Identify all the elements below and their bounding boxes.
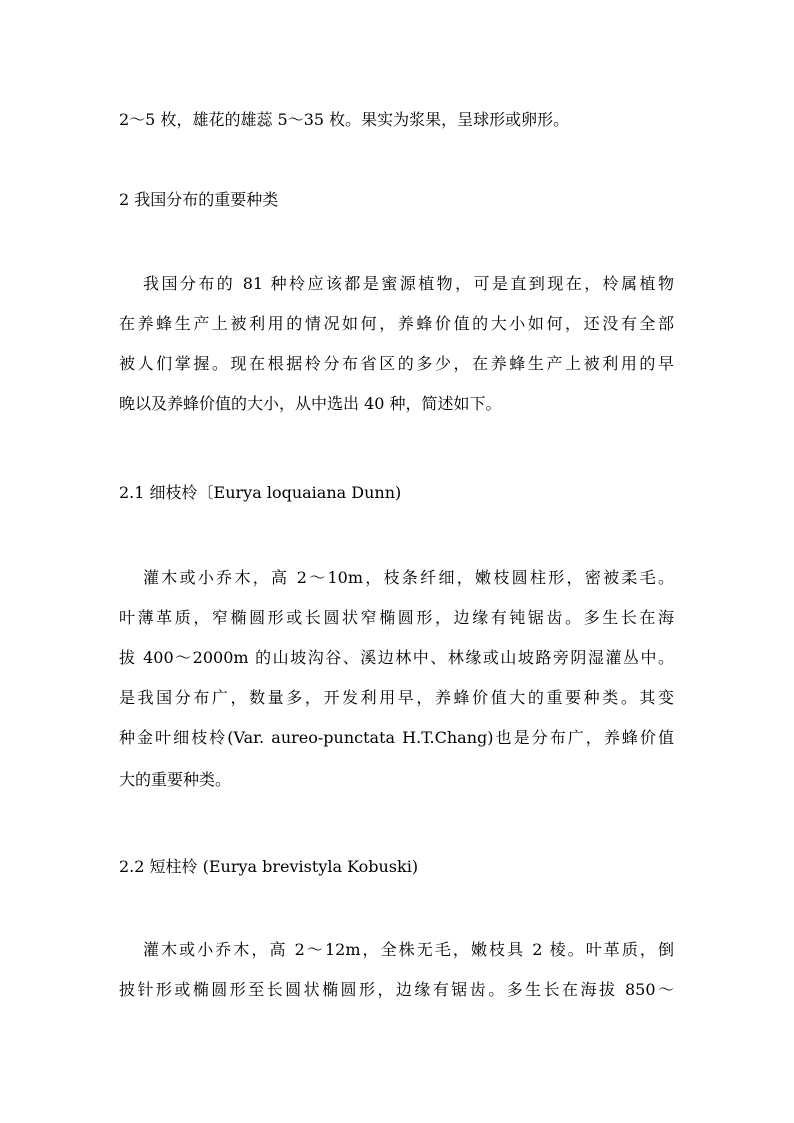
section-2-2-heading: 2.2 短柱柃 (Eurya brevistyla Kobuski): [119, 857, 419, 876]
section-2-1-para-line-4: 是我国分布广，数量多，开发利用早，养蜂价值大的重要种类。其变: [119, 688, 674, 707]
section-2-para-line-4: 晚以及养蜂价值的大小，从中选出 40 种，简述如下。: [119, 394, 502, 413]
section-2-1-heading: 2.1 细枝柃〔Eurya loquaiana Dunn): [119, 483, 402, 502]
section-2-para-line-1: 我国分布的 81 种柃应该都是蜜源植物，可是直到现在，柃属植物: [143, 274, 674, 293]
section-2-2-para-line-1: 灌木或小乔木，高 2～12m，全株无毛，嫩枝具 2 棱。叶革质，倒: [143, 940, 674, 959]
section-2-heading: 2 我国分布的重要种类: [119, 190, 279, 209]
section-2-1-para-line-5: 种金叶细枝柃(Var. aureo-punctata H.T.Chang)也是分布广，养蜂价值: [119, 728, 674, 747]
section-2-1-para-line-3: 拔 400～2000m 的山坡沟谷、溪边林中、林缘或山坡路旁阴湿灌丛中。: [119, 648, 674, 667]
section-2-1-para-line-2: 叶薄革质，窄椭圆形或长圆状窄椭圆形，边缘有钝锯齿。多生长在海: [119, 608, 674, 627]
section-2-para-line-3: 被人们掌握。现在根据柃分布省区的多少，在养蜂生产上被利用的早: [119, 354, 674, 373]
section-2-1-para-line-1: 灌木或小乔木，高 2～10m，枝条纤细，嫩枝圆柱形，密被柔毛。: [143, 568, 674, 587]
section-2-para-line-2: 在养蜂生产上被利用的情况如何，养蜂价值的大小如何，还没有全部: [119, 314, 674, 333]
section-2-1-para-line-6: 大的重要种类。: [119, 770, 232, 789]
section-2-2-para-line-2: 披针形或椭圆形至长圆状椭圆形，边缘有锯齿。多生长在海拔 850～: [119, 980, 674, 999]
continuation-line: 2～5 枚，雄花的雄蕊 5～35 枚。果实为浆果，呈球形或卵形。: [119, 110, 570, 129]
